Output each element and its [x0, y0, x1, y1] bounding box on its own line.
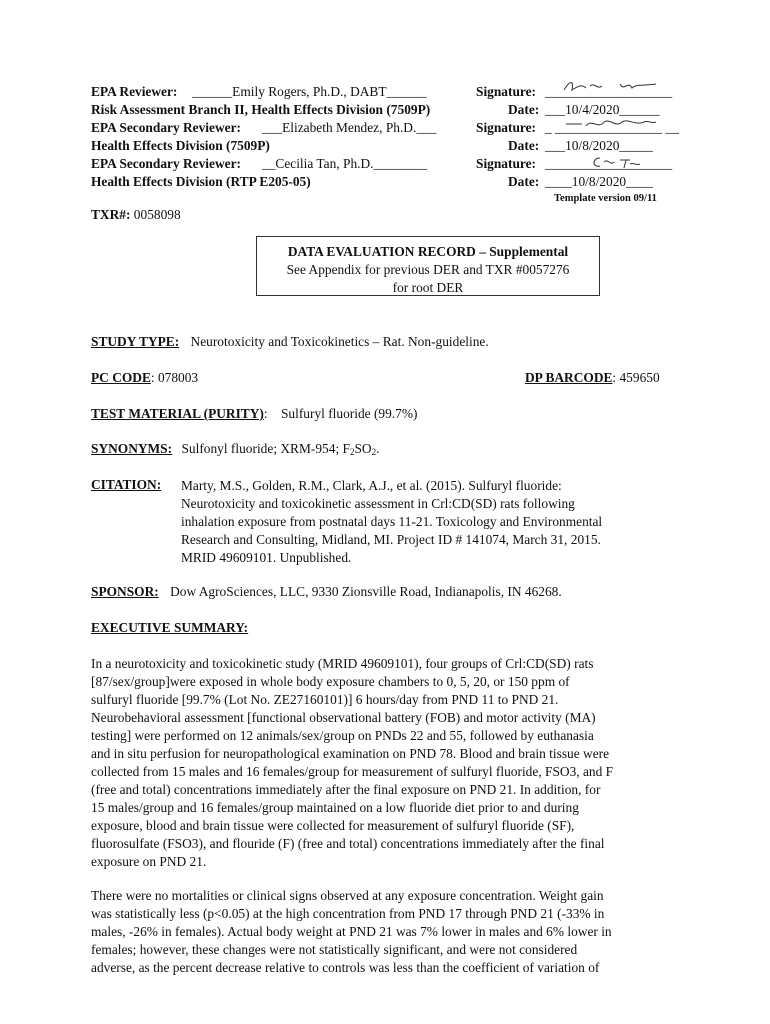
signature-line: ___________________: [545, 84, 673, 99]
citation-line: Neurotoxicity and toxicokinetic assessment in Crl:CD(SD) rats following: [181, 496, 575, 511]
synonyms: [91, 441, 379, 457]
study-type-value: Neurotoxicity and Toxicokinetics – Rat. Non-guideline.: [190, 334, 489, 349]
template-version: Template version 09/11: [554, 193, 657, 204]
der-box: [256, 236, 600, 296]
signature-scribble-3: [590, 152, 650, 170]
dp-barcode: [525, 370, 660, 386]
reviewer-name: ______Emily Rogers, Ph.D., DABT______: [192, 84, 427, 99]
citation-line: Marty, M.S., Golden, R.M., Clark, A.J., et al. (2015). Sulfuryl fluoride:: [181, 478, 562, 493]
division-label: Risk Assessment Branch II, Health Effects Division (7509P): [91, 102, 431, 117]
study-type: [91, 334, 489, 350]
division-label: Health Effects Division (7509P): [91, 138, 270, 153]
signature-scribble-1: [560, 78, 670, 96]
der-line-3: for root DER: [392, 280, 464, 295]
summary-line: (free and total) concentrations immediately after the final exposure on PND 21. In addition, for: [91, 782, 601, 797]
date-label: Date:: [508, 174, 540, 189]
citation-line: MRID 49609101. Unpublished.: [181, 550, 352, 565]
reviewer-label: EPA Reviewer:: [91, 84, 178, 99]
secondary-reviewer-name: ___Elizabeth Mendez, Ph.D.___: [262, 120, 437, 135]
secondary-reviewer-label: EPA Secondary Reviewer:: [91, 156, 241, 171]
date-label: Date:: [508, 138, 540, 153]
signature-label: Signature:: [476, 120, 537, 135]
pc-code-label: PC CODE: [91, 370, 151, 385]
txr-line: [91, 207, 181, 223]
summary-line: collected from 15 males and 16 females/group for measurement of sulfuryl fluoride, FSO3, and F: [91, 764, 614, 779]
sponsor-value: Dow AgroSciences, LLC, 9330 Zionsville Road, Indianapolis, IN 46268.: [170, 584, 562, 599]
der-title: DATA EVALUATION RECORD – Supplemental: [287, 244, 569, 259]
test-material-label: TEST MATERIAL (PURITY): [91, 406, 264, 421]
summary-line: adverse, as the percent decrease relative to controls was less than the coefficient of variation of: [91, 960, 600, 975]
signature-scribble-2: [562, 116, 662, 132]
txr-label: TXR#:: [91, 207, 131, 222]
citation-body: [181, 477, 602, 567]
date-value: ___10/4/2020______: [545, 102, 660, 117]
executive-summary-paragraph-2: [91, 887, 691, 977]
summary-line: sulfuryl fluoride [99.7% (Lot No. ZE27160101)] 6 hours/day from PND 11 to PND 21.: [91, 692, 559, 707]
sponsor: [91, 584, 562, 600]
synonyms-sub: 2: [371, 447, 377, 457]
executive-summary-heading: EXECUTIVE SUMMARY:: [91, 620, 249, 635]
synonyms-end: .: [376, 441, 380, 456]
division-label: Health Effects Division (RTP E205-05): [91, 174, 311, 189]
study-type-label: STUDY TYPE:: [91, 334, 180, 349]
summary-line: exposure, blood and brain tissue were collected for measurement of sulfuryl fluoride (SF),: [91, 818, 575, 833]
executive-summary-paragraph-1: [91, 655, 691, 871]
summary-line: and in situ perfusion for neuropathological examination on PND 78. Blood and brain tissue were: [91, 746, 610, 761]
summary-line: [87/sex/group]were exposed in whole body exposure chambers to 0, 5, 20, or 150 ppm of: [91, 674, 570, 689]
summary-line: 15 males/group and 16 females/group maintained on a low fluoride diet prior to and during: [91, 800, 579, 815]
citation-line: inhalation exposure from postnatal days 11-21. Toxicology and Environmental: [181, 514, 603, 529]
secondary-reviewer-label: EPA Secondary Reviewer:: [91, 120, 241, 135]
citation-line: Research and Consulting, Midland, MI. Project ID # 141074, March 31, 2015.: [181, 532, 601, 547]
summary-line: females; however, these changes were not statistically significant, and were not considered: [91, 942, 578, 957]
secondary-reviewer-name: __Cecilia Tan, Ph.D.________: [262, 156, 428, 171]
summary-line: males, -26% in females). Actual body weight at PND 21 was 7% lower in males and 6% lower in: [91, 924, 612, 939]
date-label: Date:: [508, 102, 540, 117]
synonyms-label: SYNONYMS:: [91, 441, 173, 456]
summary-line: There were no mortalities or clinical signs observed at any exposure concentration. Weight gain: [91, 888, 604, 903]
pc-code-value: : 078003: [150, 370, 199, 385]
der-line-2: See Appendix for previous DER and TXR #0057276: [286, 262, 570, 277]
dp-barcode-value: : 459650: [612, 370, 660, 385]
signature-line: _ ________________ __: [545, 120, 679, 135]
synonyms-sub: 2: [349, 447, 355, 457]
synonyms-mid: SO: [354, 441, 372, 456]
txr-value: 0058098: [133, 207, 181, 222]
summary-line: fluorosulfate (FSO3), and flouride (F) (free and total) concentrations immediately after the final: [91, 836, 605, 851]
summary-line: exposure on PND 21.: [91, 854, 207, 869]
test-material-value: Sulfuryl fluoride (99.7%): [280, 406, 418, 421]
signature-label: Signature:: [476, 156, 537, 171]
dp-barcode-label: DP BARCODE: [525, 370, 613, 385]
summary-line: In a neurotoxicity and toxicokinetic study (MRID 49609101), four groups of Crl:CD(SD) rats: [91, 656, 594, 671]
synonyms-value: Sulfonyl fluoride; XRM-954; F: [181, 441, 350, 456]
test-material: TEST MATERIAL (PURITY): Sulfuryl fluoride (99.7%): [91, 406, 418, 421]
citation-label: CITATION:: [91, 477, 162, 492]
summary-line: Neurobehavioral assessment [functional observational battery (FOB) and motor activity (MA): [91, 710, 596, 725]
summary-line: was statistically less (p<0.05) at the high concentration from PND 17 through PND 21 (-33% in: [91, 906, 605, 921]
sponsor-label: SPONSOR:: [91, 584, 159, 599]
pc-code: [91, 370, 198, 386]
date-value: ____10/8/2020____: [545, 174, 653, 189]
signature-label: Signature:: [476, 84, 537, 99]
signature-line: ___________________: [545, 156, 673, 171]
summary-line: testing] were performed on 12 animals/sex/group on PNDs 22 and 55, followed by euthanasia: [91, 728, 594, 743]
date-value: ___10/8/2020_____: [545, 138, 653, 153]
